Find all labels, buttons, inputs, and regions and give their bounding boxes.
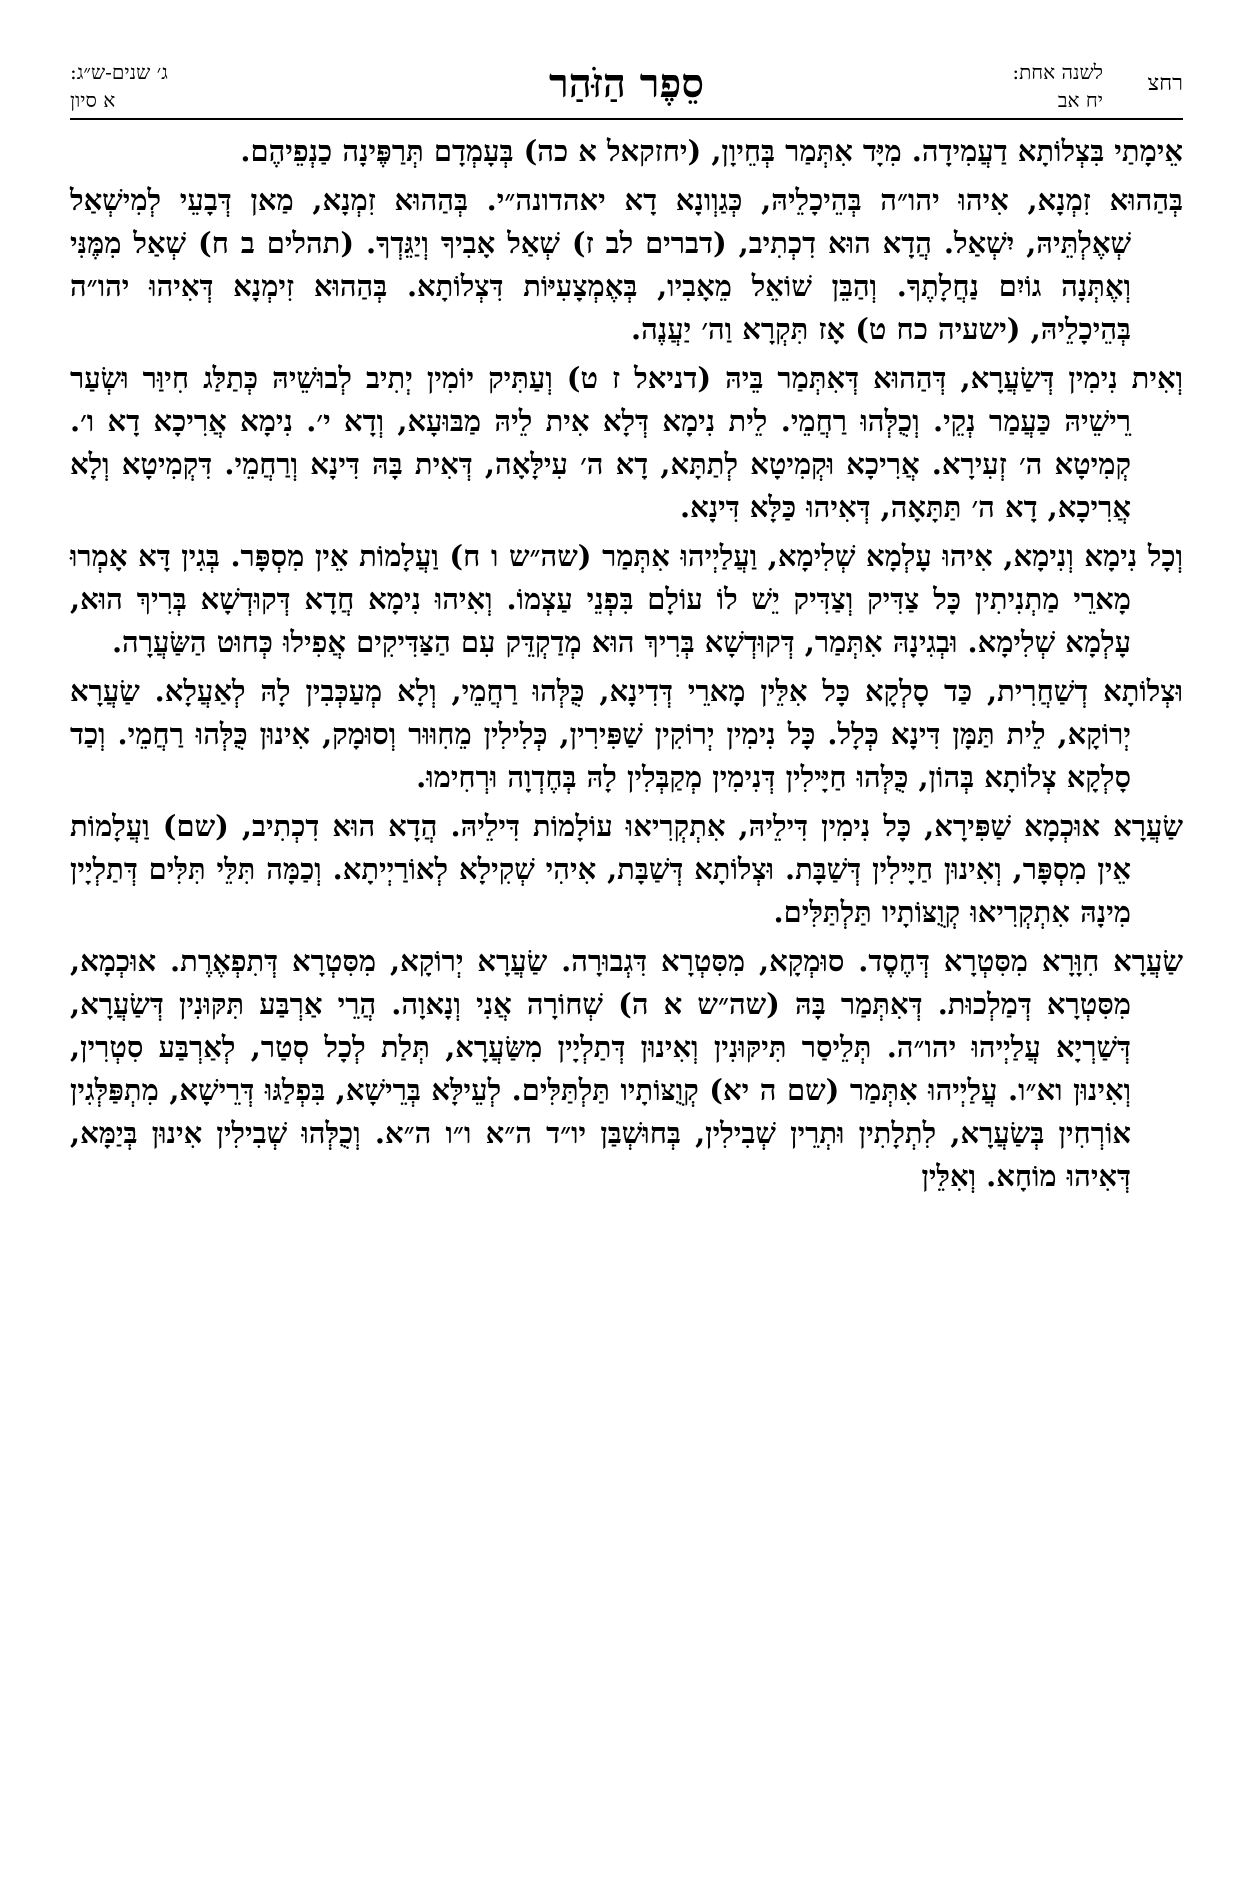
daily-schedule-line1: לשנה אחת: bbox=[1012, 60, 1103, 84]
paragraph: וְכָל נִימָא וְנִימָא, אִיהוּ עָלְמָא שְׁלִימָא, וַעֲלַיְיהוּ אִתְּמַר (שה״ש ו ח) וַעֲלָמוֹת אֵין מִסְפָּר. בְּגִין דָּא אָמְרוּ מָארֵי מַתְנִיתִין כָּל צַדִּיק וְצַדִּיק יֵשׁ לוֹ עוֹלָם בִּפְנֵי עַצְמוֹ. וְאִיהוּ נִימָא חֲדָא דְּקוּדְשָׁא בְּרִיךְ הוּא, עָלְמָא שְׁלִימָא. וּבְגִינָהּ אִתְּמַר, דְּקוּדְשָׁא בְּרִיךְ הוּא מְדַקְדֵּק עִם הַצַּדִּיקִים אֲפִילוּ כְּחוּט הַשַּׂעֲרָה. bbox=[70, 539, 1183, 659]
paragraph: וּצְלוֹתָא דְשַׁחֲרִית, כַּד סָלְקָא כָּל אִלֵּין מָארֵי דְּדִינָא, כֻּלְּהוּ רַחֲמֵי, וְלָא מְעַכְּבִין לָהּ לְאַעֲלָא. שַׂעֲרָא יְרוֹקָא, לֵית תַּמָּן דִּינָא כְּלָל. כָּל נִימִין יְרוֹקִין שַׁפִּירִין, כְּלִילִין מֵחִוּוּר וְסוּמָק, אִינוּן כֻּלְּהוּ רַחֲמֵי. וְכַד סָלְקָא צְלוֹתָא בְּהוֹן, כֻּלְּהוּ חַיָּילִין דְּנִימִין מְקַבְּלִין לָהּ בְּחֶדְוָה וּרְחִימוּ. bbox=[70, 674, 1183, 794]
paragraph: בְּהַהוּא זִמְנָא, אִיהוּ יהו״ה בְּהֵיכָלֵיהּ, כְּגַוְונָא דָא יאהדונה״י. בְּהַהוּא זִמְנָא, מַאן דְּבָעֵי לְמִישְׁאַל שְׁאֶלְתֵּיהּ, יִשְׁאַל. הֲדָא הוּא דִכְתִיב, (דברים לב ז) שְׁאַל אָבִיךָ וְיַגֵּדְךָ. (תהלים ב ח) שְׁאַל מִמֶּנִּי וְאֶתְּנָה גוֹיִם נַחֲלָתֶךָ. וְהַבֵּן שׁוֹאֵל מֵאָבִיו, בְּאֶמְצָעִיּוֹת דִּצְלוֹתָא. בְּהַהוּא זִימְנָא דְּאִיהוּ יהו״ה בְּהֵיכָלֵיהּ, (ישעיה כח ט) אָז תִּקְרָא וַה׳ יַעֲנֶה. bbox=[70, 183, 1183, 346]
cycle-schedule-line1: ג׳ שנים-ש״ג: bbox=[70, 60, 168, 84]
paragraph: שַׂעֲרָא אוּכְמָא שַׁפִּירָא, כָּל נִימִין דִּילֵיהּ, אִתְקְרִיאוּ עוֹלָמוֹת דִּילֵיהּ. הֲדָא הוּא דִכְתִיב, (שם) וַעֲלָמוֹת אֵין מִסְפָּר, וְאִינוּן חַיָּילִין דְּשַׁבָּת. וּצְלוֹתָא דְּשַׁבָּת, אִיהִי שְׁקִילָא לְאוֹרַיְיתָא. וְכַמָּה תִּלֵּי תִּלִּים דְּתַלְיָין מִינָהּ אִתְקְרִיאוּ קְוֻצּוֹתָיו תַּלְתַּלִּים. bbox=[70, 809, 1183, 929]
daily-schedule-line2: יח אב bbox=[1057, 88, 1103, 112]
text-body bbox=[70, 130, 1183, 1204]
paragraph: שַׂעֲרָא חִוָּרָא מִסִּטְרָא דְּחֶסֶד. סוּמְקָא, מִסִּטְרָא דִּגְבוּרָה. שַׂעֲרָא יְרוֹקָא, מִסִּטְרָא דְּתִפְאֶרֶת. אוּכְמָא, מִסִּטְרָא דְּמַלְכוּת. דְּאִתְּמַר בָּהּ (שה״ש א ה) שְׁחוֹרָה אֲנִי וְנָאוָה. הֲרֵי אַרְבַּע תִּקּוּנִין דְּשַׂעֲרָא, דְּשַׁרְיָא עֲלַיְיהוּ יהו״ה. תְּלֵיסַר תִּיקּוּנִין וְאִינוּן דְּתַלְיָין מִשַּׂעֲרָא, תְּלַת לְכָל סְטַר, לְאַרְבַּע סִטְרִין, וְאִינוּן וא״ו. עֲלַיְיהוּ אִתְּמַר (שם ה יא) קְוֻצּוֹתָיו תַּלְתַּלִּים. לְעֵילָּא בְּרֵישָׁא, בִּפְלַגּוּ דְּרֵישָׁא, מִתְפַּלְּגִין אוֹרְחִין בְּשַׂעֲרָא, לִתְלָתִין וּתְרֵין שְׁבִילִין, בְּחוּשְׁבַּן יו״ד ה״א ו״ו ה״א. וְכֻלְּהוּ שְׁבִילִין אִינוּן בְּיַמָּא, דְּאִיהוּ מוֹחָא. וְאִלֵּין bbox=[70, 944, 1183, 1193]
cycle-schedule-line2: א סיון bbox=[70, 88, 116, 112]
book-title: סֵפֶר הַזֹּהַר bbox=[549, 60, 704, 107]
page-number: רחצ bbox=[1147, 71, 1183, 96]
header-rule bbox=[70, 118, 1183, 120]
paragraph: אֵימָתַי בִּצְלוֹתָא דַעֲמִידָה. מִיָּד אִתְּמַר בְּחֵיוָן, (יחזקאל א כה) בְּעָמְדָם תְּרַפֶּינָה כַנְפֵיהֶם. bbox=[240, 134, 1183, 168]
running-header bbox=[70, 60, 1183, 118]
paragraph: וְאִית נִימִין דְּשַׂעֲרָא, דְּהַהוּא דְּאִתְּמַר בֵּיהּ (דניאל ז ט) וְעַתִּיק יוֹמִין יְתִיב לְבוּשֵׁיהּ כְּתַלַּג חִיוַּר וּשְׂעַר רֵישֵׁיהּ כַּעֲמַר נְקֵי. וְכֻלְּהוּ רַחֲמֵי. לֵית נִימָא דְּלָא אִית לֵיהּ מַבּוּעָא, וְדָא י׳. נִימָא אֲרִיכָא דָא ו׳. קְמִיטָא ה׳ זְעִירָא. אֲרִיכָא וּקְמִיטָא לְתַתָּא, דָא ה׳ עִילָּאָה, דְּאִית בָּהּ דִּינָא וְרַחֲמֵי. דִּקְמִיטָא וְלָא אֲרִיכָא, דָא ה׳ תַּתָּאָה, דְּאִיהוּ כַּלָּא דִּינָא. bbox=[70, 361, 1183, 524]
